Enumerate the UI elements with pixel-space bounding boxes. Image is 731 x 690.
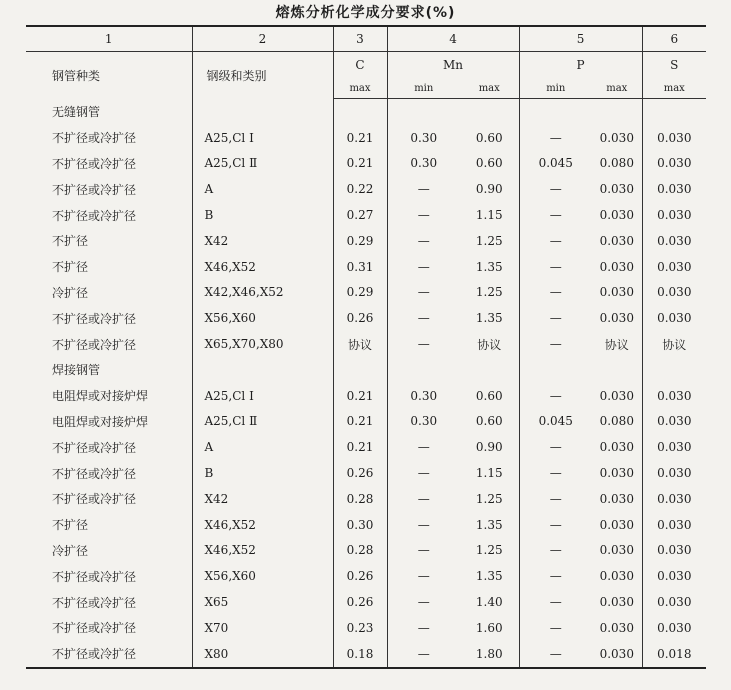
table-row [26,641,706,668]
mn-min-cell: — [387,589,460,615]
c-max-cell: 0.26 [333,589,387,615]
p-min-cell: — [519,228,592,254]
empty-cell [333,99,387,125]
header-mn: Mn [387,52,519,79]
pipe-type-cell: 不扩径 [52,260,89,275]
s-max-cell: 0.030 [642,228,706,254]
p-min-cell: — [519,641,592,668]
mn-min-cell: — [387,305,460,331]
c-max-cell: 0.29 [333,280,387,306]
mn-min-cell: 0.30 [387,383,460,409]
table-row [26,151,706,177]
p-min-cell: 0.045 [519,409,592,435]
pipe-type-cell: 冷扩径 [52,285,89,300]
empty-cell [192,99,333,125]
mn-max-cell: 1.40 [475,595,503,610]
s-max-cell: 0.030 [642,305,706,331]
mn-max-cell: 1.35 [475,517,503,532]
grade-cell: X65 [192,589,333,615]
empty-cell [460,99,519,125]
grade-cell: X56,X60 [192,305,333,331]
pipe-type-cell: 不扩径或冷扩径 [52,466,137,481]
mn-max-cell: 1.15 [475,466,503,481]
col-number-5: 5 [519,26,642,52]
section-label: 无缝钢管 [52,105,101,120]
p-min-cell: — [519,460,592,486]
pipe-type-cell: 不扩径或冷扩径 [52,337,137,352]
c-max-cell: 0.28 [333,538,387,564]
table-row [26,331,706,357]
table-row [26,202,706,228]
p-max-cell: 0.030 [599,182,634,197]
grade-cell: A25,Cl Ⅰ [192,125,333,151]
empty-cell [192,357,333,383]
p-min-cell: — [519,254,592,280]
c-max-cell: 0.31 [333,254,387,280]
mn-min-cell: — [387,176,460,202]
mn-min-cell: — [387,538,460,564]
p-max-cell: 0.030 [599,517,634,532]
s-max-cell: 0.030 [642,280,706,306]
p-min-cell: — [519,305,592,331]
p-min-cell: — [519,176,592,202]
mn-min-cell: 0.30 [387,409,460,435]
c-max-cell: 0.21 [333,151,387,177]
header-row-elements [26,52,706,79]
grade-cell: B [192,460,333,486]
grade-cell: A [192,176,333,202]
header-s-max: max [642,78,706,99]
table-row [26,280,706,306]
mn-max-cell: 1.35 [475,569,503,584]
table-body [26,99,706,668]
s-max-cell: 0.030 [642,434,706,460]
table-row [26,538,706,564]
p-max-cell: 0.030 [599,595,634,610]
p-min-cell: — [519,125,592,151]
grade-cell: B [192,202,333,228]
empty-cell [519,357,592,383]
section-header-row [26,357,706,383]
p-min-cell: — [519,383,592,409]
grade-cell: X42,X46,X52 [192,280,333,306]
col-number-1: 1 [26,26,192,52]
p-max-cell: 0.030 [599,440,634,455]
c-max-cell: 0.22 [333,176,387,202]
table-row [26,563,706,589]
mn-min-cell: — [387,228,460,254]
mn-min-cell: 0.30 [387,151,460,177]
mn-max-cell: 1.25 [475,233,503,248]
table-row [26,383,706,409]
empty-cell [519,99,592,125]
header-pipe-type: 钢管种类 [52,68,101,83]
mn-max-cell: 协议 [477,337,502,352]
p-min-cell: 0.045 [519,151,592,177]
table-row [26,254,706,280]
c-max-cell: 0.26 [333,563,387,589]
p-max-cell: 0.030 [599,569,634,584]
header-mn-max: max [460,78,519,99]
col-number-6: 6 [642,26,706,52]
c-max-cell: 0.27 [333,202,387,228]
mn-min-cell: — [387,254,460,280]
s-max-cell: 0.030 [642,125,706,151]
col-number-2: 2 [192,26,333,52]
s-max-cell: 0.030 [642,202,706,228]
mn-min-cell: — [387,434,460,460]
p-min-cell: — [519,589,592,615]
c-max-cell: 0.26 [333,460,387,486]
grade-cell: X42 [192,228,333,254]
p-max-cell: 0.030 [599,259,634,274]
table-title: 熔炼分析化学成分要求(%) [275,5,456,21]
mn-max-cell: 0.60 [475,130,503,145]
col-number-3: 3 [333,26,387,52]
p-max-cell: 协议 [604,337,629,352]
pipe-type-cell: 不扩径 [52,234,89,249]
table-row [26,176,706,202]
c-max-cell: 0.29 [333,228,387,254]
table-row [26,305,706,331]
table-row [26,589,706,615]
header-grade: 钢级和类别 [192,52,333,99]
pipe-type-cell: 不扩径或冷扩径 [52,156,137,171]
mn-min-cell: 0.30 [387,125,460,151]
pipe-type-cell: 不扩径或冷扩径 [52,595,137,610]
pipe-type-cell: 不扩径 [52,518,89,533]
pipe-type-cell: 不扩径或冷扩径 [52,131,137,146]
table-row [26,460,706,486]
mn-min-cell: — [387,486,460,512]
s-max-cell: 0.030 [642,563,706,589]
header-c: C [333,52,387,79]
grade-cell: X70 [192,615,333,641]
p-max-cell: 0.080 [599,156,634,171]
mn-max-cell: 0.90 [475,440,503,455]
empty-cell [387,99,460,125]
grade-cell: X65,X70,X80 [192,331,333,357]
c-max-cell: 0.28 [333,486,387,512]
table-row [26,512,706,538]
mn-max-cell: 1.60 [475,620,503,635]
p-max-cell: 0.030 [599,491,634,506]
s-max-cell: 协议 [642,331,706,357]
pipe-type-cell: 不扩径或冷扩径 [52,492,137,507]
s-max-cell: 0.030 [642,409,706,435]
grade-cell: A25,Cl Ⅱ [192,151,333,177]
table-row [26,409,706,435]
p-max-cell: 0.030 [599,233,634,248]
mn-max-cell: 0.60 [475,156,503,171]
pipe-type-cell: 电阻焊或对接炉焊 [52,389,149,404]
grade-cell: A25,Cl Ⅱ [192,409,333,435]
p-min-cell: — [519,202,592,228]
mn-min-cell: — [387,331,460,357]
s-max-cell: 0.030 [642,589,706,615]
s-max-cell: 0.030 [642,615,706,641]
pipe-type-cell: 不扩径或冷扩径 [52,621,137,636]
p-min-cell: — [519,434,592,460]
c-max-cell: 0.21 [333,409,387,435]
grade-cell: X56,X60 [192,563,333,589]
mn-max-cell: 0.60 [475,388,503,403]
header-p-max: max [592,78,642,99]
header-s: S [642,52,706,79]
pipe-type-cell: 不扩径或冷扩径 [52,440,137,455]
s-max-cell: 0.030 [642,512,706,538]
s-max-cell: 0.030 [642,486,706,512]
p-max-cell: 0.030 [599,208,634,223]
mn-max-cell: 1.35 [475,259,503,274]
column-number-row [26,26,706,52]
pipe-type-cell: 冷扩径 [52,543,89,558]
grade-cell: A [192,434,333,460]
mn-max-cell: 1.25 [475,491,503,506]
table-row [26,486,706,512]
table-row [26,615,706,641]
mn-max-cell: 0.90 [475,182,503,197]
p-min-cell: — [519,280,592,306]
s-max-cell: 0.030 [642,151,706,177]
pipe-type-cell: 不扩径或冷扩径 [52,182,137,197]
p-max-cell: 0.030 [592,641,642,668]
s-max-cell: 0.030 [642,383,706,409]
table-row [26,434,706,460]
mn-min-cell: — [387,512,460,538]
p-max-cell: 0.030 [599,466,634,481]
p-max-cell: 0.030 [599,311,634,326]
chemical-composition-table [26,25,706,669]
mn-max-cell: 1.15 [475,208,503,223]
grade-cell: X46,X52 [192,538,333,564]
mn-max-cell: 1.25 [475,285,503,300]
pipe-type-cell: 不扩径或冷扩径 [26,641,192,668]
c-max-cell: 0.18 [333,641,387,668]
p-min-cell: — [519,486,592,512]
grade-cell: X46,X52 [192,512,333,538]
col-number-4: 4 [387,26,519,52]
c-max-cell: 0.26 [333,305,387,331]
header-mn-min: min [387,78,460,99]
mn-max-cell: 1.35 [475,311,503,326]
mn-max-cell: 0.60 [475,414,503,429]
header-p-min: min [519,78,592,99]
p-min-cell: — [519,615,592,641]
mn-min-cell: — [387,460,460,486]
mn-min-cell: — [387,615,460,641]
mn-min-cell: — [387,202,460,228]
p-max-cell: 0.030 [599,285,634,300]
c-max-cell: 0.30 [333,512,387,538]
mn-min-cell: — [387,563,460,589]
empty-cell [592,99,642,125]
c-max-cell: 0.21 [333,434,387,460]
grade-cell: X80 [192,641,333,668]
section-label: 焊接钢管 [52,363,101,378]
empty-cell [333,357,387,383]
p-max-cell: 0.030 [599,543,634,558]
header-c-max: max [333,78,387,99]
s-max-cell: 0.030 [642,538,706,564]
table-row [26,228,706,254]
header-p: P [519,52,642,79]
p-min-cell: — [519,512,592,538]
c-max-cell: 0.23 [333,615,387,641]
table-row [26,125,706,151]
p-max-cell: 0.030 [599,388,634,403]
grade-cell: X46,X52 [192,254,333,280]
mn-max-cell: 1.25 [475,543,503,558]
p-min-cell: — [519,563,592,589]
empty-cell [460,357,519,383]
c-max-cell: 0.21 [333,383,387,409]
s-max-cell: 0.030 [642,460,706,486]
s-max-cell: 0.030 [642,176,706,202]
s-max-cell: 0.018 [642,641,706,668]
grade-cell: X42 [192,486,333,512]
p-min-cell: — [519,331,592,357]
mn-min-cell: — [387,280,460,306]
section-header-row [26,99,706,125]
s-max-cell: 0.030 [642,254,706,280]
p-max-cell: 0.080 [599,414,634,429]
empty-cell [592,357,642,383]
mn-max-cell: 1.80 [460,641,519,668]
pipe-type-cell: 电阻焊或对接炉焊 [52,414,149,429]
empty-cell [642,357,706,383]
pipe-type-cell: 不扩径或冷扩径 [52,569,137,584]
p-max-cell: 0.030 [599,620,634,635]
c-max-cell: 0.21 [333,125,387,151]
p-max-cell: 0.030 [599,130,634,145]
empty-cell [387,357,460,383]
c-max-cell: 协议 [333,331,387,357]
pipe-type-cell: 不扩径或冷扩径 [52,311,137,326]
p-min-cell: — [519,538,592,564]
pipe-type-cell: 不扩径或冷扩径 [52,208,137,223]
mn-min-cell: — [387,641,460,668]
grade-cell: A25,Cl Ⅰ [192,383,333,409]
empty-cell [642,99,706,125]
